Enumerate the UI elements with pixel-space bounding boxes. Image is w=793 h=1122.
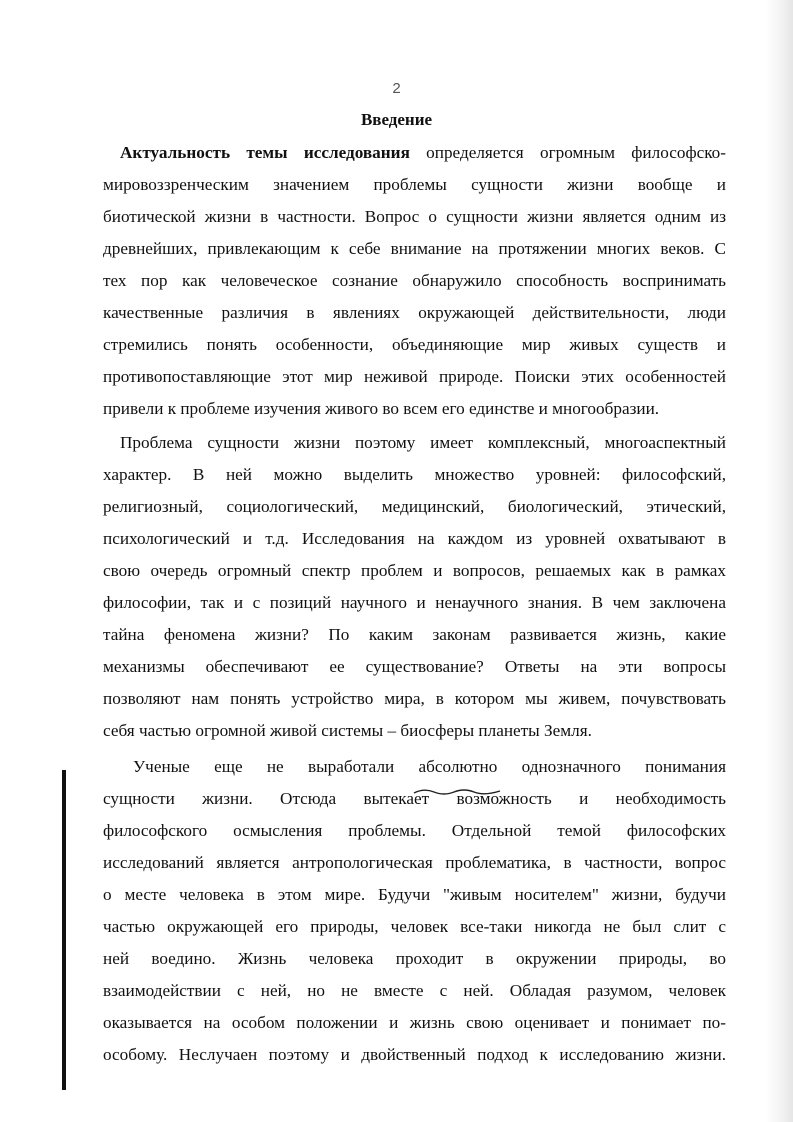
paragraph-1-line-1-rest: определяется огромным философско-	[409, 143, 727, 162]
paragraph-line: религиозный, социологический, медицинский, биологический, этический,	[103, 497, 726, 516]
paragraph-lead: Актуальность темы исследования	[120, 143, 410, 162]
paragraph-line: философского осмысления проблемы. Отдельной темой философских	[103, 821, 726, 840]
paragraph-line: частью окружающей его природы, человек все-таки никогда не был слит с	[103, 917, 726, 936]
paragraph-line: философии, так и с позиций научного и ненаучного знания. В чем заключена	[103, 593, 726, 612]
page-number: 2	[392, 80, 401, 97]
paragraph-line: взаимодействии с ней, но не вместе с ней. Обладая разумом, человек	[103, 981, 726, 1000]
paragraph-1-line-1	[120, 143, 726, 163]
paragraph-line: механизмы обеспечивают ее существование? Ответы на эти вопросы	[103, 657, 726, 676]
paragraph-line: позволяют нам понять устройство мира, в котором мы живем, почувствовать	[103, 689, 726, 708]
paragraph-line: себя частью огромной живой системы – биосферы планеты Земля.	[103, 721, 592, 740]
paragraph-line: оказывается на особом положении и жизнь свою оценивает и понимает по-	[103, 1013, 726, 1032]
paragraph-line: исследований является антропологическая проблематика, в частности, вопрос	[103, 853, 726, 872]
page-edge-shadow	[765, 0, 793, 1122]
paragraph-line: характер. В ней можно выделить множество уровней: философский,	[103, 465, 726, 484]
paragraph-line: Проблема сущности жизни поэтому имеет комплексный, многоаспектный	[120, 433, 726, 452]
paragraph-line: свою очередь огромный спектр проблем и вопросов, решаемых как в рамках	[103, 561, 726, 580]
paragraph-line: психологический и т.д. Исследования на каждом из уровней охватывают в	[103, 529, 726, 548]
paragraph-line: качественные различия в явлениях окружающей действительности, люди	[103, 303, 726, 322]
paragraph-line: противопоставляющие этот мир неживой природе. Поиски этих особенностей	[103, 367, 726, 386]
paragraph-line: особому. Неслучаен поэтому и двойственный подход к исследованию жизни.	[103, 1045, 726, 1064]
paragraph-line: тайна феномена жизни? По каким законам развивается жизнь, какие	[103, 625, 726, 644]
paragraph-line: Ученые еще не выработали абсолютно однозначного понимания	[133, 757, 726, 776]
paragraph-line: древнейших, привлекающим к себе внимание на протяжении многих веков. С	[103, 239, 726, 258]
paragraph-line: мировоззренческим значением проблемы сущности жизни вообще и	[103, 175, 726, 194]
paragraph-line: ней воедино. Жизнь человека проходит в окружении природы, во	[103, 949, 726, 968]
paragraph-line: привели к проблеме изучения живого во всем его единстве и многообразии.	[103, 399, 660, 418]
margin-vertical-line	[62, 770, 66, 1090]
paragraph-line: тех пор как человеческое сознание обнаружило способность воспринимать	[103, 271, 726, 290]
page-title: Введение	[360, 110, 433, 129]
paragraph-line: биотической жизни в частности. Вопрос о сущности жизни является одним из	[103, 207, 726, 226]
paragraph-line: сущности жизни. Отсюда вытекает возможность и необходимость	[103, 789, 726, 808]
handwritten-squiggle-mark	[412, 787, 502, 797]
paragraph-line: о месте человека в этом мире. Будучи "живым носителем" жизни, будучи	[103, 885, 726, 904]
paragraph-line: стремились понять особенности, объединяющие мир живых существ и	[103, 335, 726, 354]
